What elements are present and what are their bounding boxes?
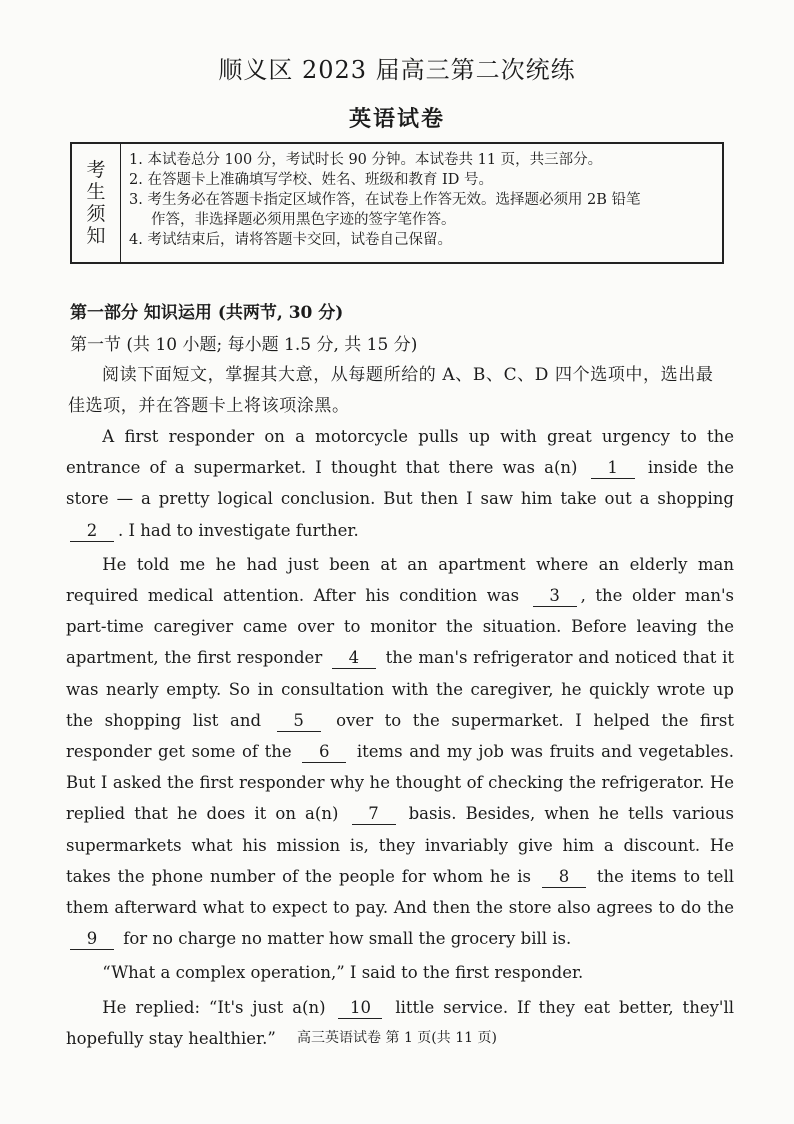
- notice-item: 4. 考试结束后，请将答题卡交回，试卷自己保留。: [129, 232, 452, 248]
- passage-paragraph: [66, 549, 734, 955]
- part1-heading: 第一部分 知识运用 (共两节, 30 分): [70, 303, 344, 323]
- passage-text: basis. Besides, when he tells various supermarkets what his mission is, they invariably give him a discount. He takes the phone number of the people for whom he is: [66, 804, 734, 886]
- notice-item: 作答，非选择题必须用黑色字迹的签字笔作答。: [151, 212, 456, 228]
- passage-text: He told me he had just been at an apartment where an elderly man required medical attention. After his condition was: [66, 554, 734, 606]
- passage-paragraph: “What a complex operation,” I said to the first responder.: [102, 963, 584, 983]
- blank-5: 5: [277, 711, 321, 732]
- notice-items: [121, 144, 722, 262]
- candidate-notice-box: [70, 142, 724, 264]
- notice-label: [72, 144, 121, 262]
- blank-6: 6: [302, 742, 346, 763]
- notice-item: 1. 本试卷总分 100 分，考试时长 90 分钟。本试卷共 11 页，共三部分。: [129, 152, 603, 168]
- passage-text: A first responder on a motorcycle pulls up with great urgency to the entrance of a supermarket. I thought that there was a(n): [66, 427, 734, 478]
- blank-1: 1: [591, 458, 635, 479]
- passage-text: inside the store — a pretty logical conclusion. But then I saw him take out a shopping: [66, 458, 735, 509]
- passage-text: the man's refrigerator and noticed that it was nearly empty. So in consultation with the caregiver, he quickly wrote up the shopping list and: [66, 648, 735, 730]
- exam-subtitle: 英语试卷: [348, 106, 445, 132]
- notice-item: 3. 考生务必在答题卡指定区域作答，在试卷上作答无效。选择题必须用 2B 铅笔: [129, 192, 641, 208]
- passage-text: for no charge no matter how small the grocery bill is.: [123, 929, 572, 949]
- passage-text: He replied: “It's just a(n): [102, 997, 326, 1017]
- passage-text: items and my job was fruits and vegetables. But I asked the first responder why he thought of checking the refrigerator. He replied that he does it on a(n): [66, 742, 734, 824]
- section1-heading: 第一节 (共 10 小题; 每小题 1.5 分, 共 15 分): [70, 335, 418, 355]
- cloze-passage: [66, 421, 734, 1054]
- passage-paragraph: [66, 421, 734, 546]
- notice-label-char: 须: [86, 203, 106, 225]
- passage-text: . I had to investigate further.: [118, 520, 359, 540]
- blank-4: 4: [332, 648, 376, 669]
- blank-10: 10: [338, 998, 382, 1019]
- blank-9: 9: [70, 929, 114, 950]
- blank-3: 3: [533, 586, 577, 607]
- passage-text: over to the supermarket. I helped the first responder get some of the: [66, 710, 735, 762]
- notice-label-char: 知: [86, 225, 106, 247]
- blank-8: 8: [542, 867, 586, 888]
- exam-title: 顺义区 2023 届高三第二次统练: [218, 56, 576, 84]
- passage-text: little service. If they eat better, they'll hopefully stay healthier.”: [66, 997, 734, 1048]
- notice-item: 2. 在答题卡上准确填写学校、姓名、班级和教育 ID 号。: [129, 172, 494, 188]
- passage-text: the items to tell them afterward what to expect to pay. And then the store also agrees to do the: [66, 866, 734, 918]
- blank-7: 7: [352, 804, 396, 825]
- passage-text: , the older man's part-time caregiver came over to monitor the situation. Before leaving the apartment, the first responder: [66, 586, 734, 668]
- section-instruction: 阅读下面短文，掌握其大意，从每题所给的 A、B、C、D 四个选项中，选出最佳选项，并在答题卡上将该项涂黑。: [68, 365, 714, 416]
- page-footer: 高三英语试卷 第 1 页(共 11 页): [297, 1030, 497, 1046]
- notice-label-char: 考: [86, 159, 106, 181]
- blank-2: 2: [70, 521, 114, 542]
- notice-label-char: 生: [86, 181, 106, 203]
